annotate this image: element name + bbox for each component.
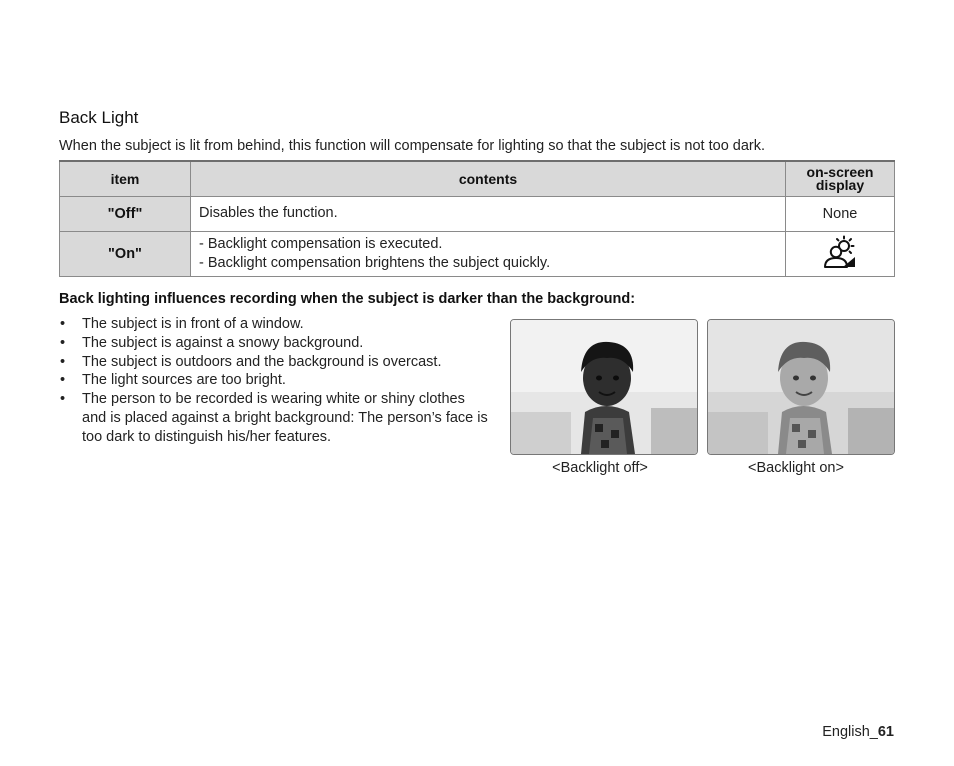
section-title: Back Light	[59, 108, 139, 127]
list-item: • The light sources are too bright.	[59, 371, 489, 390]
table-row	[60, 231, 895, 276]
row-contents	[191, 196, 786, 231]
page-number: 61	[877, 724, 894, 740]
backlight-table	[59, 160, 895, 277]
section-intro: When the subject is lit from behind, this function will compensate for lighting so that the subject is not too dark.	[59, 138, 766, 154]
row-contents	[191, 231, 786, 276]
table-row	[60, 196, 895, 231]
header-item: item	[60, 161, 191, 196]
row-display: None	[786, 196, 895, 231]
footer-language: English_	[822, 724, 878, 740]
table-header-row	[60, 161, 895, 196]
conditions-list	[59, 315, 489, 447]
header-display-line1: on-screen	[806, 163, 874, 180]
list-item: • The subject is outdoors and the background is overcast.	[59, 353, 489, 372]
header-display-line2: display	[815, 176, 865, 193]
conditions-heading: Back lighting influences recording when the subject is darker than the background:	[59, 291, 636, 307]
caption-backlight-off: <Backlight off>	[552, 460, 648, 476]
row-contents-line: - Backlight compensation is executed.	[199, 235, 443, 252]
row-item: "Off"	[60, 196, 191, 231]
list-item: • The person to be recorded is wearing white or shiny clothes and is placed against a bright background: The person’s face is too dark to distinguish his/her features.	[59, 390, 489, 446]
backlight-icon	[822, 235, 858, 269]
row-contents-line: Disables the function.	[199, 205, 338, 221]
caption-backlight-on: <Backlight on>	[748, 460, 844, 476]
photo-backlight-off	[510, 319, 698, 455]
row-display	[786, 231, 895, 276]
header-contents: contents	[191, 161, 786, 196]
page-footer	[822, 724, 894, 740]
list-item: • The subject is in front of a window.	[59, 315, 489, 334]
list-item: • The subject is against a snowy background.	[59, 334, 489, 353]
header-display	[786, 161, 895, 196]
row-item: "On"	[60, 231, 191, 276]
row-contents-line: - Backlight compensation brightens the subject quickly.	[199, 254, 551, 271]
photo-backlight-on	[707, 319, 895, 455]
